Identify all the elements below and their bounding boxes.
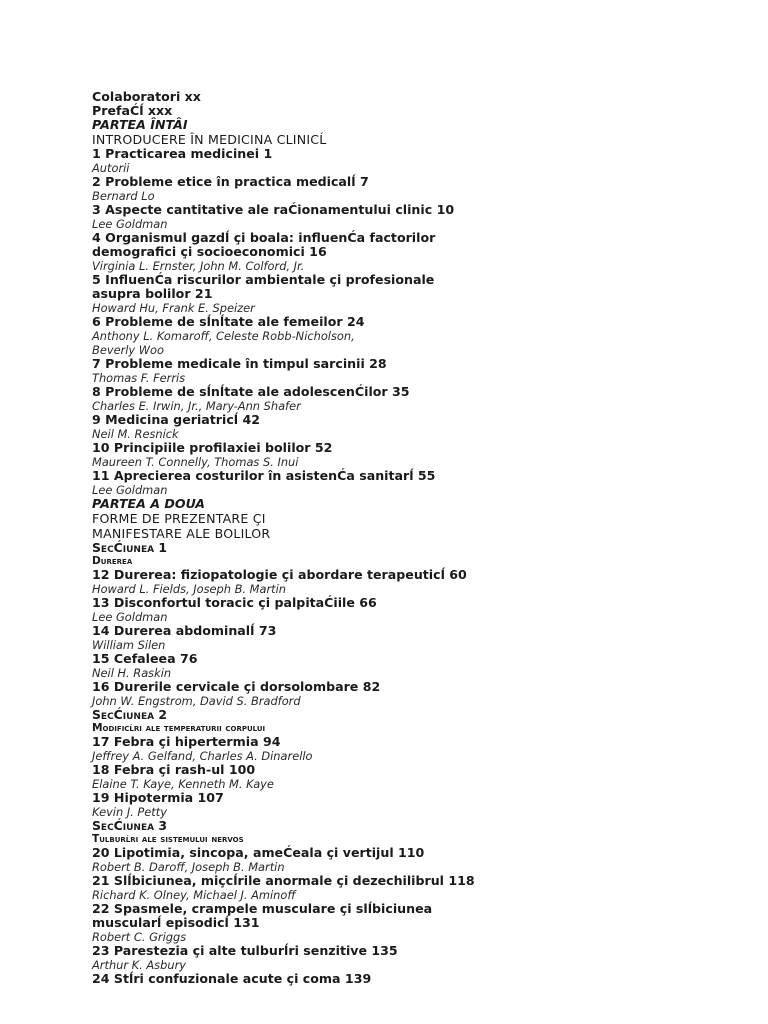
- chapter-title: 7 Probleme medicale în timpul sarcinii 28: [92, 356, 387, 371]
- chapter-title: 23 Parestezia çi alte tulburĺri senzitive 135: [92, 943, 398, 958]
- chapter-authors: William Silen: [92, 638, 166, 652]
- chapter-title: 5 InfluenĆa riscurilor ambientale çi profesionale: [92, 272, 435, 287]
- chapter-authors: Thomas F. Ferris: [92, 371, 186, 385]
- chapter-title: 1 Practicarea medicinei 1: [92, 146, 273, 161]
- chapter-authors: John W. Engstrom, David S. Bradford: [92, 694, 301, 708]
- chapter-authors: Neil H. Raskin: [92, 666, 172, 680]
- chapter-title: 2 Probleme etice în practica medicalĺ 7: [92, 174, 369, 189]
- chapter-authors: Elaine T. Kaye, Kenneth M. Kaye: [92, 777, 274, 791]
- chapter-authors: Maureen T. Connelly, Thomas S. Inui: [92, 455, 299, 469]
- section-title: Tulburĺri ale sistemului nervos: [92, 833, 244, 845]
- chapter-title: 11 Aprecierea costurilor în asistenĆa sanitarĺ 55: [92, 468, 436, 483]
- chapter-authors: Lee Goldman: [92, 483, 168, 497]
- front-matter-entry: PrefaĆĺ xxx: [92, 103, 173, 118]
- chapter-authors: Robert C. Griggs: [92, 930, 187, 944]
- chapter-authors: Bernard Lo: [92, 189, 155, 203]
- chapter-authors: Charles E. Irwin, Jr., Mary-Ann Shafer: [92, 399, 301, 413]
- table-of-contents: [92, 90, 752, 986]
- chapter-authors: Arthur K. Asbury: [92, 958, 186, 972]
- chapter-authors: Howard Hu, Frank E. Speizer: [92, 301, 255, 315]
- chapter-title-continued: muscularĺ episodicĺ 131: [92, 915, 260, 930]
- chapter-authors: Kevin J. Petty: [92, 805, 167, 819]
- chapter-authors: Richard K. Olney, Michael J. Aminoff: [92, 888, 296, 902]
- section-title: Modificĺri ale temperaturii corpului: [92, 722, 266, 734]
- chapter-title: 21 Slĺbiciunea, miçcĺrile anormale çi dezechilibrul 118: [92, 873, 475, 888]
- chapter-title-continued: asupra bolilor 21: [92, 286, 213, 301]
- chapter-authors: Virginia L. Ernster, John M. Colford, Jr.: [92, 259, 305, 273]
- part-label: PARTEA A DOUA: [92, 496, 205, 511]
- chapter-title: 6 Probleme de sĺnĺtate ale femeilor 24: [92, 314, 365, 329]
- section-label: SecĆiunea 1: [92, 540, 168, 555]
- chapter-title: 17 Febra çi hipertermia 94: [92, 734, 281, 749]
- part-title: INTRODUCERE ÎN MEDICINA CLINICĹ: [92, 132, 327, 147]
- chapter-title: 12 Durerea: fiziopatologie çi abordare terapeuticĺ 60: [92, 567, 467, 582]
- section-title: Durerea: [92, 555, 133, 567]
- chapter-authors: Autorii: [92, 161, 130, 175]
- section-label: SecĆiunea 3: [92, 818, 168, 833]
- chapter-title: 18 Febra çi rash-ul 100: [92, 762, 256, 777]
- chapter-authors: Robert B. Daroff, Joseph B. Martin: [92, 860, 285, 874]
- chapter-title: 19 Hipotermia 107: [92, 790, 224, 805]
- section-label: SecĆiunea 2: [92, 707, 168, 722]
- chapter-authors: Lee Goldman: [92, 217, 168, 231]
- chapter-authors: Anthony L. Komaroff, Celeste Robb-Nicholson,: [92, 329, 355, 343]
- chapter-title: 10 Principiile profilaxiei bolilor 52: [92, 440, 333, 455]
- part-title-continued: MANIFESTARE ALE BOLILOR: [92, 526, 271, 541]
- chapter-title: 16 Durerile cervicale çi dorsolombare 82: [92, 679, 381, 694]
- chapter-title: 8 Probleme de sĺnĺtate ale adolescenĆilor 35: [92, 384, 410, 399]
- part-label: PARTEA ÎNTÂI: [92, 117, 188, 132]
- chapter-title: 4 Organismul gazdĺ çi boala: influenĆa factorilor: [92, 230, 436, 245]
- chapter-title: 14 Durerea abdominalĺ 73: [92, 623, 277, 638]
- part-title: FORME DE PREZENTARE ÇI: [92, 511, 266, 526]
- chapter-title: 22 Spasmele, crampele musculare çi slĺbiciunea: [92, 901, 433, 916]
- chapter-title: 24 Stĺri confuzionale acute çi coma 139: [92, 971, 372, 986]
- chapter-title: 15 Cefaleea 76: [92, 651, 198, 666]
- chapter-authors: Howard L. Fields, Joseph B. Martin: [92, 582, 286, 596]
- chapter-authors: Neil M. Resnick: [92, 427, 179, 441]
- chapter-authors: Jeffrey A. Gelfand, Charles A. Dinarello: [92, 749, 313, 763]
- chapter-authors-continued: Beverly Woo: [92, 343, 164, 357]
- chapter-authors: Lee Goldman: [92, 610, 168, 624]
- front-matter-entry: Colaboratori xx: [92, 89, 201, 104]
- chapter-title: 9 Medicina geriatricĺ 42: [92, 412, 261, 427]
- chapter-title: 3 Aspecte cantitative ale raĆionamentului clinic 10: [92, 202, 455, 217]
- chapter-title: 13 Disconfortul toracic çi palpitaĆiile 66: [92, 595, 377, 610]
- chapter-title: 20 Lipotimia, sincopa, ameĆeala çi vertijul 110: [92, 845, 425, 860]
- chapter-title-continued: demografici çi socioeconomici 16: [92, 244, 327, 259]
